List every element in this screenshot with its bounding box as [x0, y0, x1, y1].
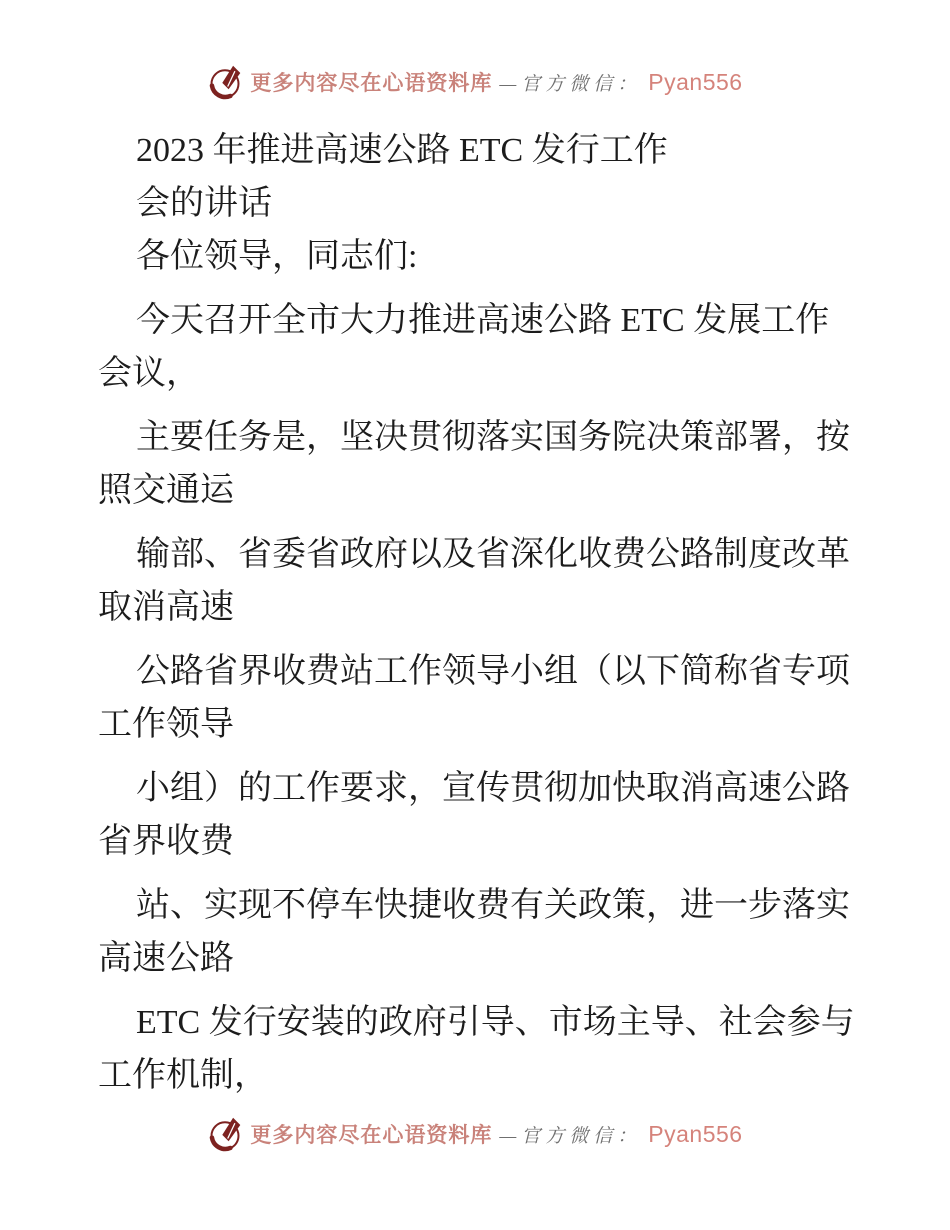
- watermark-wechat-id: Pyan556: [648, 68, 743, 95]
- text-line: 输部、省委省政府以及省深化收费公路制度改革: [136, 536, 850, 573]
- watermark-brand-text: 更多内容尽在心语资料库: [250, 71, 493, 95]
- text-line: 工作领导: [98, 706, 234, 743]
- text-line: 2023 年推进高速公路 ETC 发行工作: [136, 132, 668, 169]
- watermark-brand-text: 更多内容尽在心语资料库: [250, 1123, 493, 1147]
- text-line: 会的讲话: [136, 185, 272, 222]
- text-line: 高速公路: [98, 940, 234, 977]
- text-line: 小组）的工作要求，宣传贯彻加快取消高速公路: [136, 770, 850, 807]
- text-line: 省界收费: [98, 823, 234, 860]
- text-line: 各位领导，同志们:: [136, 238, 418, 275]
- text-line: 照交通运: [98, 472, 234, 509]
- text-line: ETC 发行安装的政府引导、市场主导、社会参与: [136, 1004, 855, 1041]
- text-line: 会议，: [98, 355, 200, 392]
- text-line: 公路省界收费站工作领导小组（以下简称省专项: [136, 653, 850, 690]
- text-line: 工作机制，: [98, 1057, 268, 1094]
- text-line: 取消高速: [98, 589, 234, 626]
- footer-watermark: [0, 1114, 950, 1154]
- document-body: [98, 124, 910, 1102]
- text-line: 站、实现不停车快捷收费有关政策，进一步落实: [136, 887, 850, 924]
- header-watermark: [0, 62, 950, 102]
- pen-nib-circle-icon: [207, 1114, 243, 1154]
- text-line: 主要任务是，坚决贯彻落实国务院决策部署，按: [136, 419, 850, 456]
- watermark-wechat-id: Pyan556: [648, 1120, 743, 1147]
- watermark-wechat-label: —官方微信：: [499, 73, 642, 95]
- pen-nib-circle-icon: [207, 62, 243, 102]
- watermark-wechat-label: —官方微信：: [499, 1125, 642, 1147]
- text-line: 今天召开全市大力推进高速公路 ETC 发展工作: [136, 302, 830, 339]
